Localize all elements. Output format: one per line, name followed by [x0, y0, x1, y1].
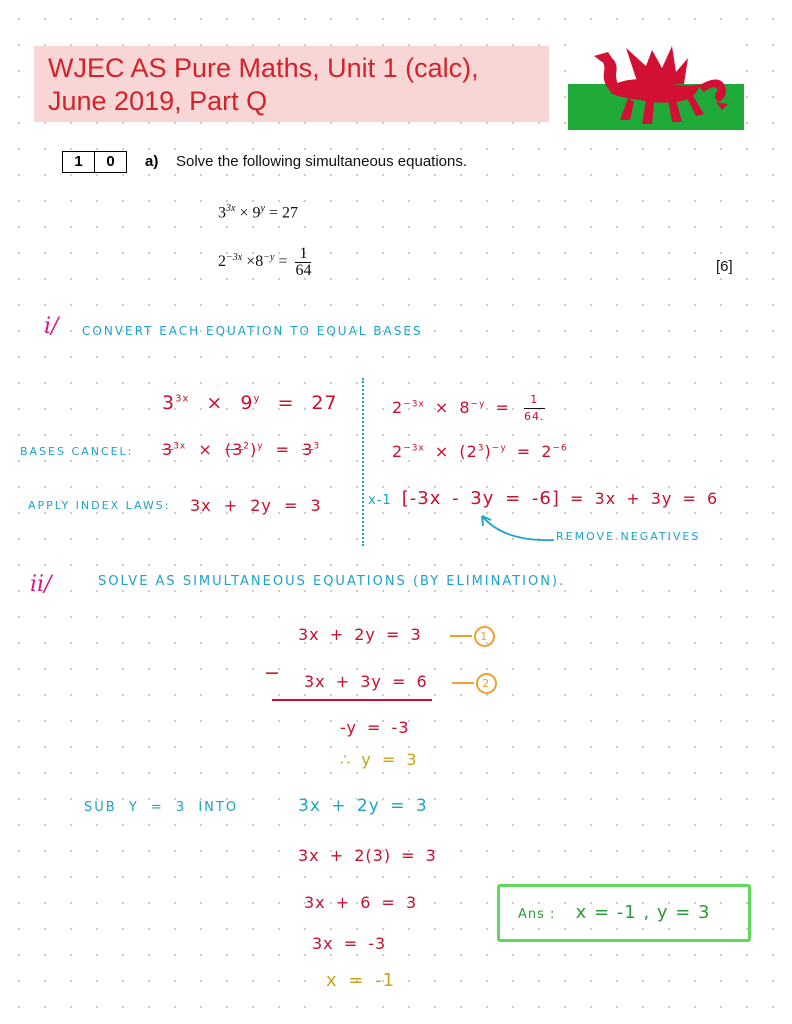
marks-label: [6]: [716, 258, 733, 275]
elim-equation-1: 3x + 2y = 3 1: [298, 625, 495, 647]
label-apply-index-laws: APPLY INDEX LAWS:: [28, 499, 171, 512]
step-2-number: ii/: [30, 572, 52, 597]
title-line-1: WJEC AS Pure Maths, Unit 1 (calc),: [48, 53, 479, 83]
question-part: a): [145, 153, 159, 170]
right-line-2: $2^{-3x} \times (2^3)^{-y} = 2^{-6}$: [392, 442, 568, 461]
remove-negatives-note: REMOVE NEGATIVES: [556, 530, 701, 543]
title-line-2: June 2019, Part Q: [48, 86, 268, 116]
column-divider: [362, 378, 364, 546]
left-line-2: $3^{3x} \times (3^2)^y = 3^3$: [162, 440, 321, 459]
title-banner: [34, 46, 549, 122]
right-line-3: x-1 [-3x - 3y = -6] = 3x + 3y = 6: [368, 488, 719, 509]
sub-step-3: 3x = -3: [312, 934, 387, 953]
right-line-1: $2^{-3x} \times 8^{-y}$ = $\frac{1}{64.}$: [392, 393, 545, 423]
elim-equation-2: 3x + 3y = 6 2: [304, 672, 497, 694]
question-number-box-1: 1: [62, 151, 95, 173]
minus-sign: −: [264, 662, 281, 684]
question-number-box-2: 0: [94, 151, 127, 173]
answer-box: [497, 884, 751, 942]
subtraction-line: [272, 699, 432, 701]
y-result: ∴ y = 3: [340, 750, 418, 769]
step-1-number: i/: [44, 314, 59, 339]
question-instruction: Solve the following simultaneous equations.: [176, 153, 468, 170]
welsh-flag-icon: [568, 44, 744, 130]
elim-difference: -y = -3: [340, 718, 410, 737]
substitution-equation: 3x + 2y = 3: [298, 796, 428, 816]
label-bases-cancel: BASES CANCEL:: [20, 445, 134, 458]
sub-step-1: 3x + 2(3) = 3: [298, 846, 437, 865]
given-equation-1: $3^{3x} \times 9^y = 27$: [218, 203, 298, 222]
answer-text: Ans : x = -1 , y = 3: [518, 902, 711, 923]
step-1-heading: CONVERT EACH EQUATION TO EQUAL BASES: [82, 324, 423, 338]
substitution-label: SUB Y = 3 INTO: [84, 800, 239, 815]
left-line-1: $3^{3x} \times 9^y = 27$: [162, 392, 338, 414]
sub-step-2: 3x + 6 = 3: [304, 893, 418, 912]
x-result: x = -1: [326, 970, 396, 991]
left-line-3: 3x + 2y = 3: [190, 496, 322, 515]
arrow-icon: [474, 512, 558, 546]
step-2-heading: SOLVE AS SIMULTANEOUS EQUATIONS (BY ELIMINATION).: [98, 574, 566, 589]
given-equation-2: $2^{-3x} \times 8^{-y}$ = $\frac{1}{64}$: [218, 245, 312, 279]
